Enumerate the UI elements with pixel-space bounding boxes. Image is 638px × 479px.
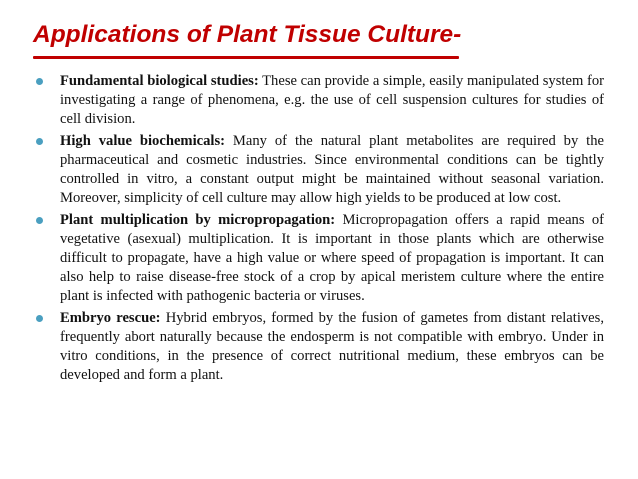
bullet-dot-icon bbox=[36, 315, 43, 322]
bullet-dot-icon bbox=[36, 217, 43, 224]
bullet-text: These can provide a simple, easily manipulated system for investigating a range of phenomena, e.g. the use of cell suspension cultures for studies of cell division. bbox=[60, 73, 604, 127]
slide-title: Applications of Plant Tissue Culture- bbox=[33, 21, 462, 48]
bullet-item-fundamental-studies bbox=[36, 72, 604, 129]
bullet-text: Many of the natural plant metabolites are required by the pharmaceutical and cosmetic industries. Since environmental conditions can be tightly controlled in vitro, a constant output might be maintained without seasonal variation. Moreover, simplicity of cell culture may allow high yields to be produced at low cost. bbox=[60, 133, 604, 206]
bullet-list bbox=[36, 72, 604, 388]
bullet-term: Fundamental biological studies: bbox=[60, 73, 259, 89]
bullet-text: Micropropagation offers a rapid means of vegetative (asexual) multiplication. It is important in those plants which are otherwise difficult to propagate, have a high value or where speed of propagation is important. It can also help to raise disease-free stock of a crop by apical meristem culture where the entire plant is infected with pathogenic bacteria or viruses. bbox=[60, 212, 604, 304]
bullet-dot-icon bbox=[36, 138, 43, 145]
bullet-dot-icon bbox=[36, 78, 43, 85]
bullet-item-micropropagation bbox=[36, 211, 604, 306]
bullet-term: Plant multiplication by micropropagation: bbox=[60, 212, 336, 228]
bullet-term: High value biochemicals: bbox=[60, 133, 226, 149]
bullet-item-embryo-rescue bbox=[36, 309, 604, 385]
bullet-item-high-value-biochemicals bbox=[36, 132, 604, 208]
title-underline bbox=[33, 56, 459, 59]
bullet-term: Embryo rescue: bbox=[60, 310, 161, 326]
bullet-text: Hybrid embryos, formed by the fusion of gametes from distant relatives, frequently abort naturally because the endosperm is not compatible with embryo. Under in vitro conditions, in the presence of correct nutritional medium, these embryos can be developed and form a plant. bbox=[60, 310, 604, 383]
